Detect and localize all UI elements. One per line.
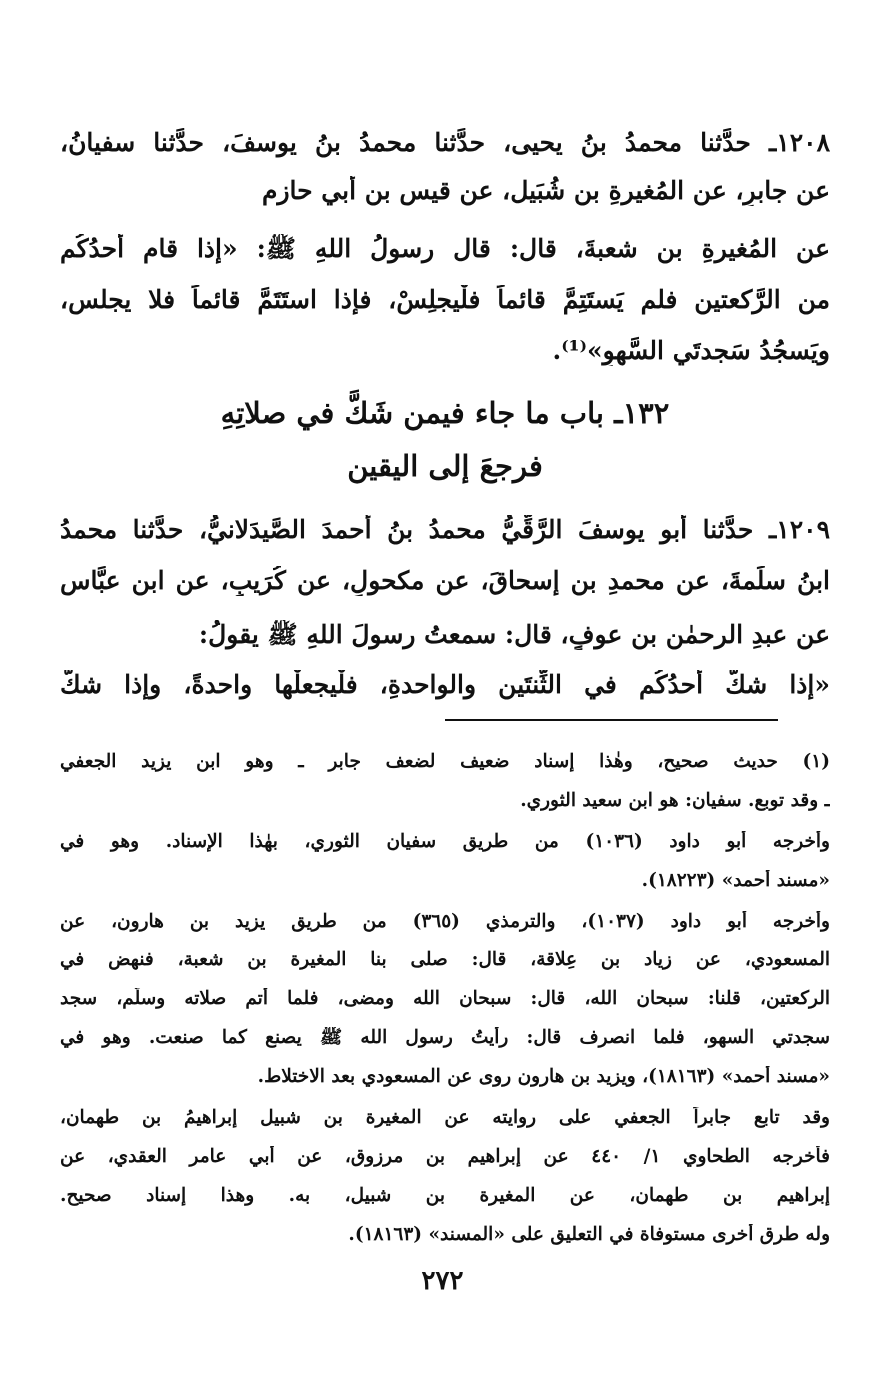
footnote-line-4: «مسند أحمد» (١٨٢٢٣). (641, 870, 830, 891)
footnote-line-8: سجدتي السهو، فلما انصرف قال: رأيتُ رسول الله ﷺ يصنع كما صنعت. وهو في (60, 1027, 830, 1048)
footnote-line-2: ـ وقد توبع. سفيان: هو ابن سعيد الثوري. (520, 790, 830, 811)
footnote-line-1: (١) حديث صحيح، وهٰذا إسناد ضعيف لضعف جابر ـ وهو ابن يزيد الجعفي (60, 751, 830, 772)
page-number: ٢٧٢ (421, 1266, 464, 1296)
hadith-1208-line-5: ويَسجُدُ سَجدتَي السَّهوِ»⁽¹⁾. (552, 336, 830, 365)
footnote-line-7: الركعتين، قلنا: سبحان الله، قال: سبحان الله ومضى، فلما أتم صلاته وسلَّم، سجد (60, 988, 830, 1009)
hadith-1209-line-3: عن عبدِ الرحمٰنِ بنِ عوفٍ، قال: سمعتُ رسولَ اللهِ ﷺ يقولُ: (198, 620, 830, 649)
hadith-1209-line-2: ابنُ سلَمةَ، عن محمدِ بن إسحاقَ، عن مكحولٍ، عن كُرَيبٍ، عن ابنِ عبَّاسٍ (60, 566, 830, 595)
chapter-heading-line-2: فرجعَ إلى اليقين (347, 449, 543, 483)
hadith-1208-line-4: من الرَّكعتينِ فلم يَستَتِمَّ قائماً فلْيجلِسْ، فإذا استَتَمَّ قائماً فلا يجلس، (60, 285, 830, 314)
hadith-1208-line-2: عن جابرٍ، عن المُغيرةِ بنِ شُبَيل، عن قيسِ بنِ أبي حازمٍ (261, 176, 830, 205)
footnote-line-3: وأخرجه أبو داود (١٠٣٦) من طريق سفيان الثوري، بهٰذا الإسناد. وهو في (60, 831, 830, 852)
hadith-1209-line-4: «إذا شكَّ أحدُكُم في الثِّنتَين والواحدةِ، فلْيجعلْها واحدةً، وإذا شكَّ (60, 670, 830, 699)
chapter-heading-line-1: ١٣٢ـ باب ما جاء فيمن شَكَّ في صلاتِهِ (220, 396, 670, 430)
hadith-1208-line-1: ١٢٠٨ـ حدَّثنا محمدُ بنُ يحيى، حدَّثنا محمدُ بنُ يوسفَ، حدَّثنا سفيانُ، (60, 128, 830, 157)
footnote-line-12: إبراهيم بن طهمان، عن المغيرة بن شبيل، به. وهذا إسناد صحيح. (60, 1185, 830, 1206)
footnote-line-6: المسعودي، عن زياد بن عِلاقة، قال: صلى بنا المغيرة بن شعبة، فنهض في (60, 949, 830, 970)
hadith-1209-line-1: ١٢٠٩ـ حدَّثنا أبو يوسفَ الرَّقِّيُّ محمدُ بنُ أحمدَ الصَّيدَلانيُّ، حدَّثنا محمدُ (60, 515, 830, 544)
footnote-line-10: وقد تابع جابراً الجعفي على روايته عن المغيرة بن شبيل إبراهيمُ بن طهمان، (60, 1107, 830, 1128)
footnote-separator (445, 719, 778, 721)
footnote-line-13: وله طرق أخرى مستوفاة في التعليق على «المسند» (١٨١٦٣). (348, 1224, 830, 1245)
footnote-line-9: «مسند أحمد» (١٨١٦٣)، ويزيد بن هارون روى عن المسعودي بعد الاختلاط. (257, 1066, 830, 1087)
footnote-line-11: فأخرجه الطحاوي ١/ ٤٤٠ عن إبراهيم بن مرزوق، عن أبي عامر العقدي، عن (60, 1146, 830, 1167)
footnote-line-5: وأخرجه أبو داود (١٠٣٧)، والترمذي (٣٦٥) من طريق يزيد بن هارون، عن (60, 911, 830, 932)
hadith-1208-line-3: عن المُغيرةِ بنِ شعبةَ، قال: قال رسولُ اللهِ ﷺ: «إذا قام أحدُكُم (60, 234, 830, 263)
